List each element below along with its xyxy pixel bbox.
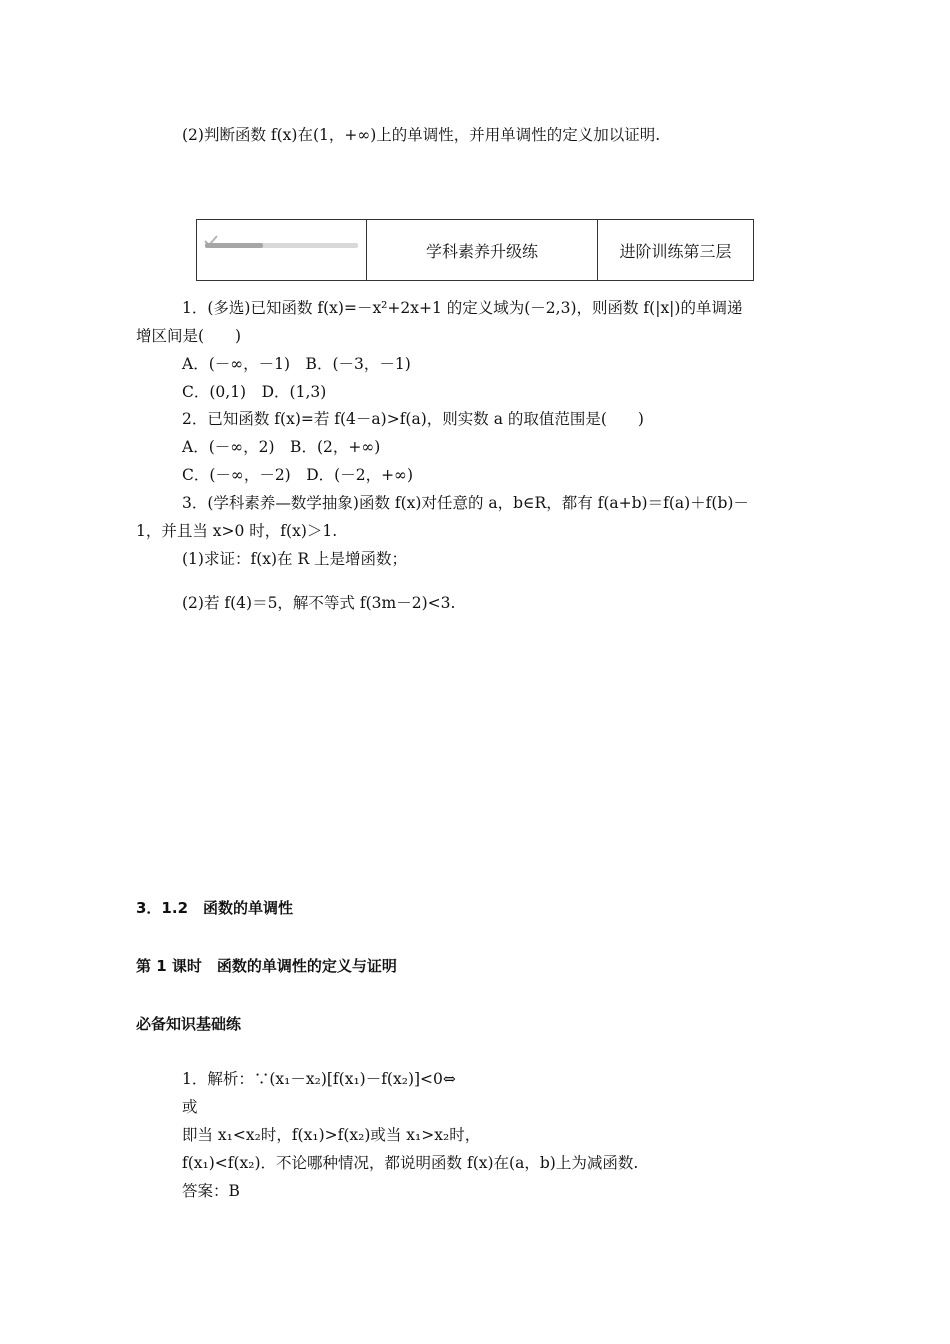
answer-line-1: 1．解析：∵(x₁－x₂)[f(x₁)－f(x₂)]<0⇔ bbox=[182, 1070, 456, 1088]
exercise-line-1: 1．(多选)已知函数 f(x)=－x²+2x+1 的定义域为(－2,3)，则函数 f(|x|)的单调递 bbox=[182, 299, 743, 317]
exercise-line-8: 3．(学科素养—数学抽象)函数 f(x)对任意的 a，b∈R，都有 f(a+b)＝f(a)＋f(b)－ bbox=[182, 494, 749, 512]
question-2-line: (2)判断函数 f(x)在(1，+∞)上的单调性，并用单调性的定义加以证明. bbox=[182, 126, 661, 144]
answer-line-5: 答案：B bbox=[182, 1182, 240, 1200]
exercise-line-7: C．(－∞，－2) D．(－2，+∞) bbox=[182, 466, 414, 484]
section-header-table bbox=[196, 219, 754, 281]
exercise-line-2: 增区间是( ) bbox=[136, 327, 242, 345]
header-level-cell: 进阶训练第三层 bbox=[619, 241, 732, 261]
answer-line-4: f(x₁)<f(x₂)．不论哪种情况，都说明函数 f(x)在(a，b)上为减函数. bbox=[182, 1154, 639, 1172]
exercise-line-10: (1)求证：f(x)在 R 上是增函数； bbox=[182, 550, 408, 568]
lesson-title: 第 1 课时 函数的单调性的定义与证明 bbox=[136, 957, 397, 975]
exercise-line-11: (2)若 f(4)＝5，解不等式 f(3m－2)<3. bbox=[182, 594, 456, 612]
exercise-line-3: A．(－∞，－1) B．(－3，－1) bbox=[182, 355, 411, 373]
exercise-line-9: 1，并且当 x>0 时，f(x)＞1. bbox=[136, 522, 338, 540]
exercise-line-4: C．(0,1) D．(1,3) bbox=[182, 383, 327, 401]
exercise-line-5: 2．已知函数 f(x)=若 f(4－a)>f(a)，则实数 a 的取值范围是( ) bbox=[182, 410, 644, 428]
answer-line-2: 或 bbox=[182, 1098, 198, 1116]
progress-fill bbox=[205, 243, 263, 248]
progress-bar bbox=[205, 243, 358, 248]
header-title-cell: 学科素养升级练 bbox=[367, 220, 598, 280]
practice-title: 必备知识基础练 bbox=[136, 1015, 242, 1033]
section-title: 3．1.2 函数的单调性 bbox=[136, 899, 294, 917]
answer-line-3: 即当 x₁<x₂时，f(x₁)>f(x₂)或当 x₁>x₂时， bbox=[182, 1126, 481, 1144]
header-progress-cell bbox=[197, 220, 367, 280]
exercise-line-6: A．(－∞，2) B．(2，+∞) bbox=[182, 438, 381, 456]
